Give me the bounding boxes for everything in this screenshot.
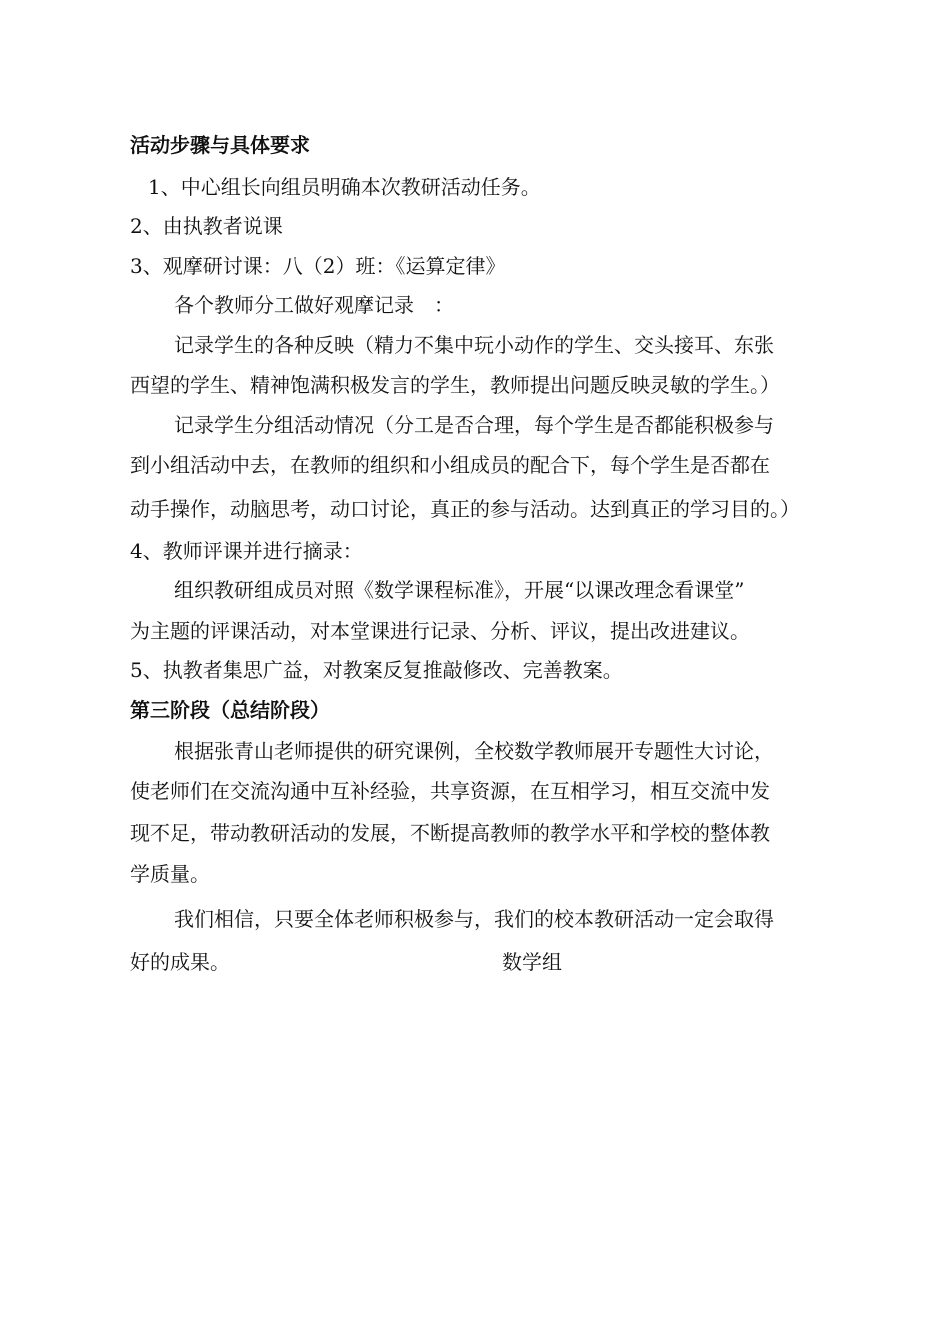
record2-line3: 动手操作，动脑思考，动口讨论，真正的参与活动。达到真正的学习目的。） xyxy=(130,497,800,521)
step4-line2: 为主题的评课活动，对本堂课进行记录、分析、评议，提出改进建议。 xyxy=(130,619,750,643)
summary-line4: 学质量。 xyxy=(130,862,210,886)
closing-line2: 好的成果。 xyxy=(130,950,230,974)
step-4: 4、教师评课并进行摘录： xyxy=(130,539,363,563)
summary-line2: 使老师们在交流沟通中互补经验，共享资源，在互相学习，相互交流中发 xyxy=(130,779,770,803)
closing-signature-row xyxy=(130,948,830,976)
step-5: 5、执教者集思广益，对教案反复推敲修改、完善教案。 xyxy=(130,658,623,682)
observe-intro: 各个教师分工做好观摩记录 ： xyxy=(174,293,454,317)
step-1: 1、中心组长向组员明确本次教研活动任务。 xyxy=(148,175,541,199)
section-heading-stage3: 第三阶段（总结阶段） xyxy=(130,698,330,722)
closing-line1: 我们相信，只要全体老师积极参与，我们的校本教研活动一定会取得 xyxy=(174,907,774,931)
record2-line2: 到小组活动中去，在教师的组织和小组成员的配合下，每个学生是否都在 xyxy=(130,453,770,477)
section-heading-steps: 活动步骤与具体要求 xyxy=(130,133,310,157)
record2-line1: 记录学生分组活动情况（分工是否合理，每个学生是否都能积极参与 xyxy=(174,413,774,437)
signature: 数学组 xyxy=(502,950,562,974)
step-2: 2、由执教者说课 xyxy=(130,214,283,238)
summary-line3: 现不足，带动教研活动的发展，不断提高教师的教学水平和学校的整体教 xyxy=(130,821,770,845)
step4-line1: 组织教研组成员对照《数学课程标准》，开展“以课改理念看课堂” xyxy=(174,578,745,602)
summary-line1: 根据张青山老师提供的研究课例，全校数学教师展开专题性大讨论， xyxy=(174,739,774,763)
record1-line1: 记录学生的各种反映（精力不集中玩小动作的学生、交头接耳、东张 xyxy=(174,333,774,357)
record1-line2: 西望的学生、精神饱满积极发言的学生，教师提出问题反映灵敏的学生。） xyxy=(130,373,780,397)
step-3: 3、观摩研讨课：八（2）班：《运算定律》 xyxy=(130,254,506,278)
